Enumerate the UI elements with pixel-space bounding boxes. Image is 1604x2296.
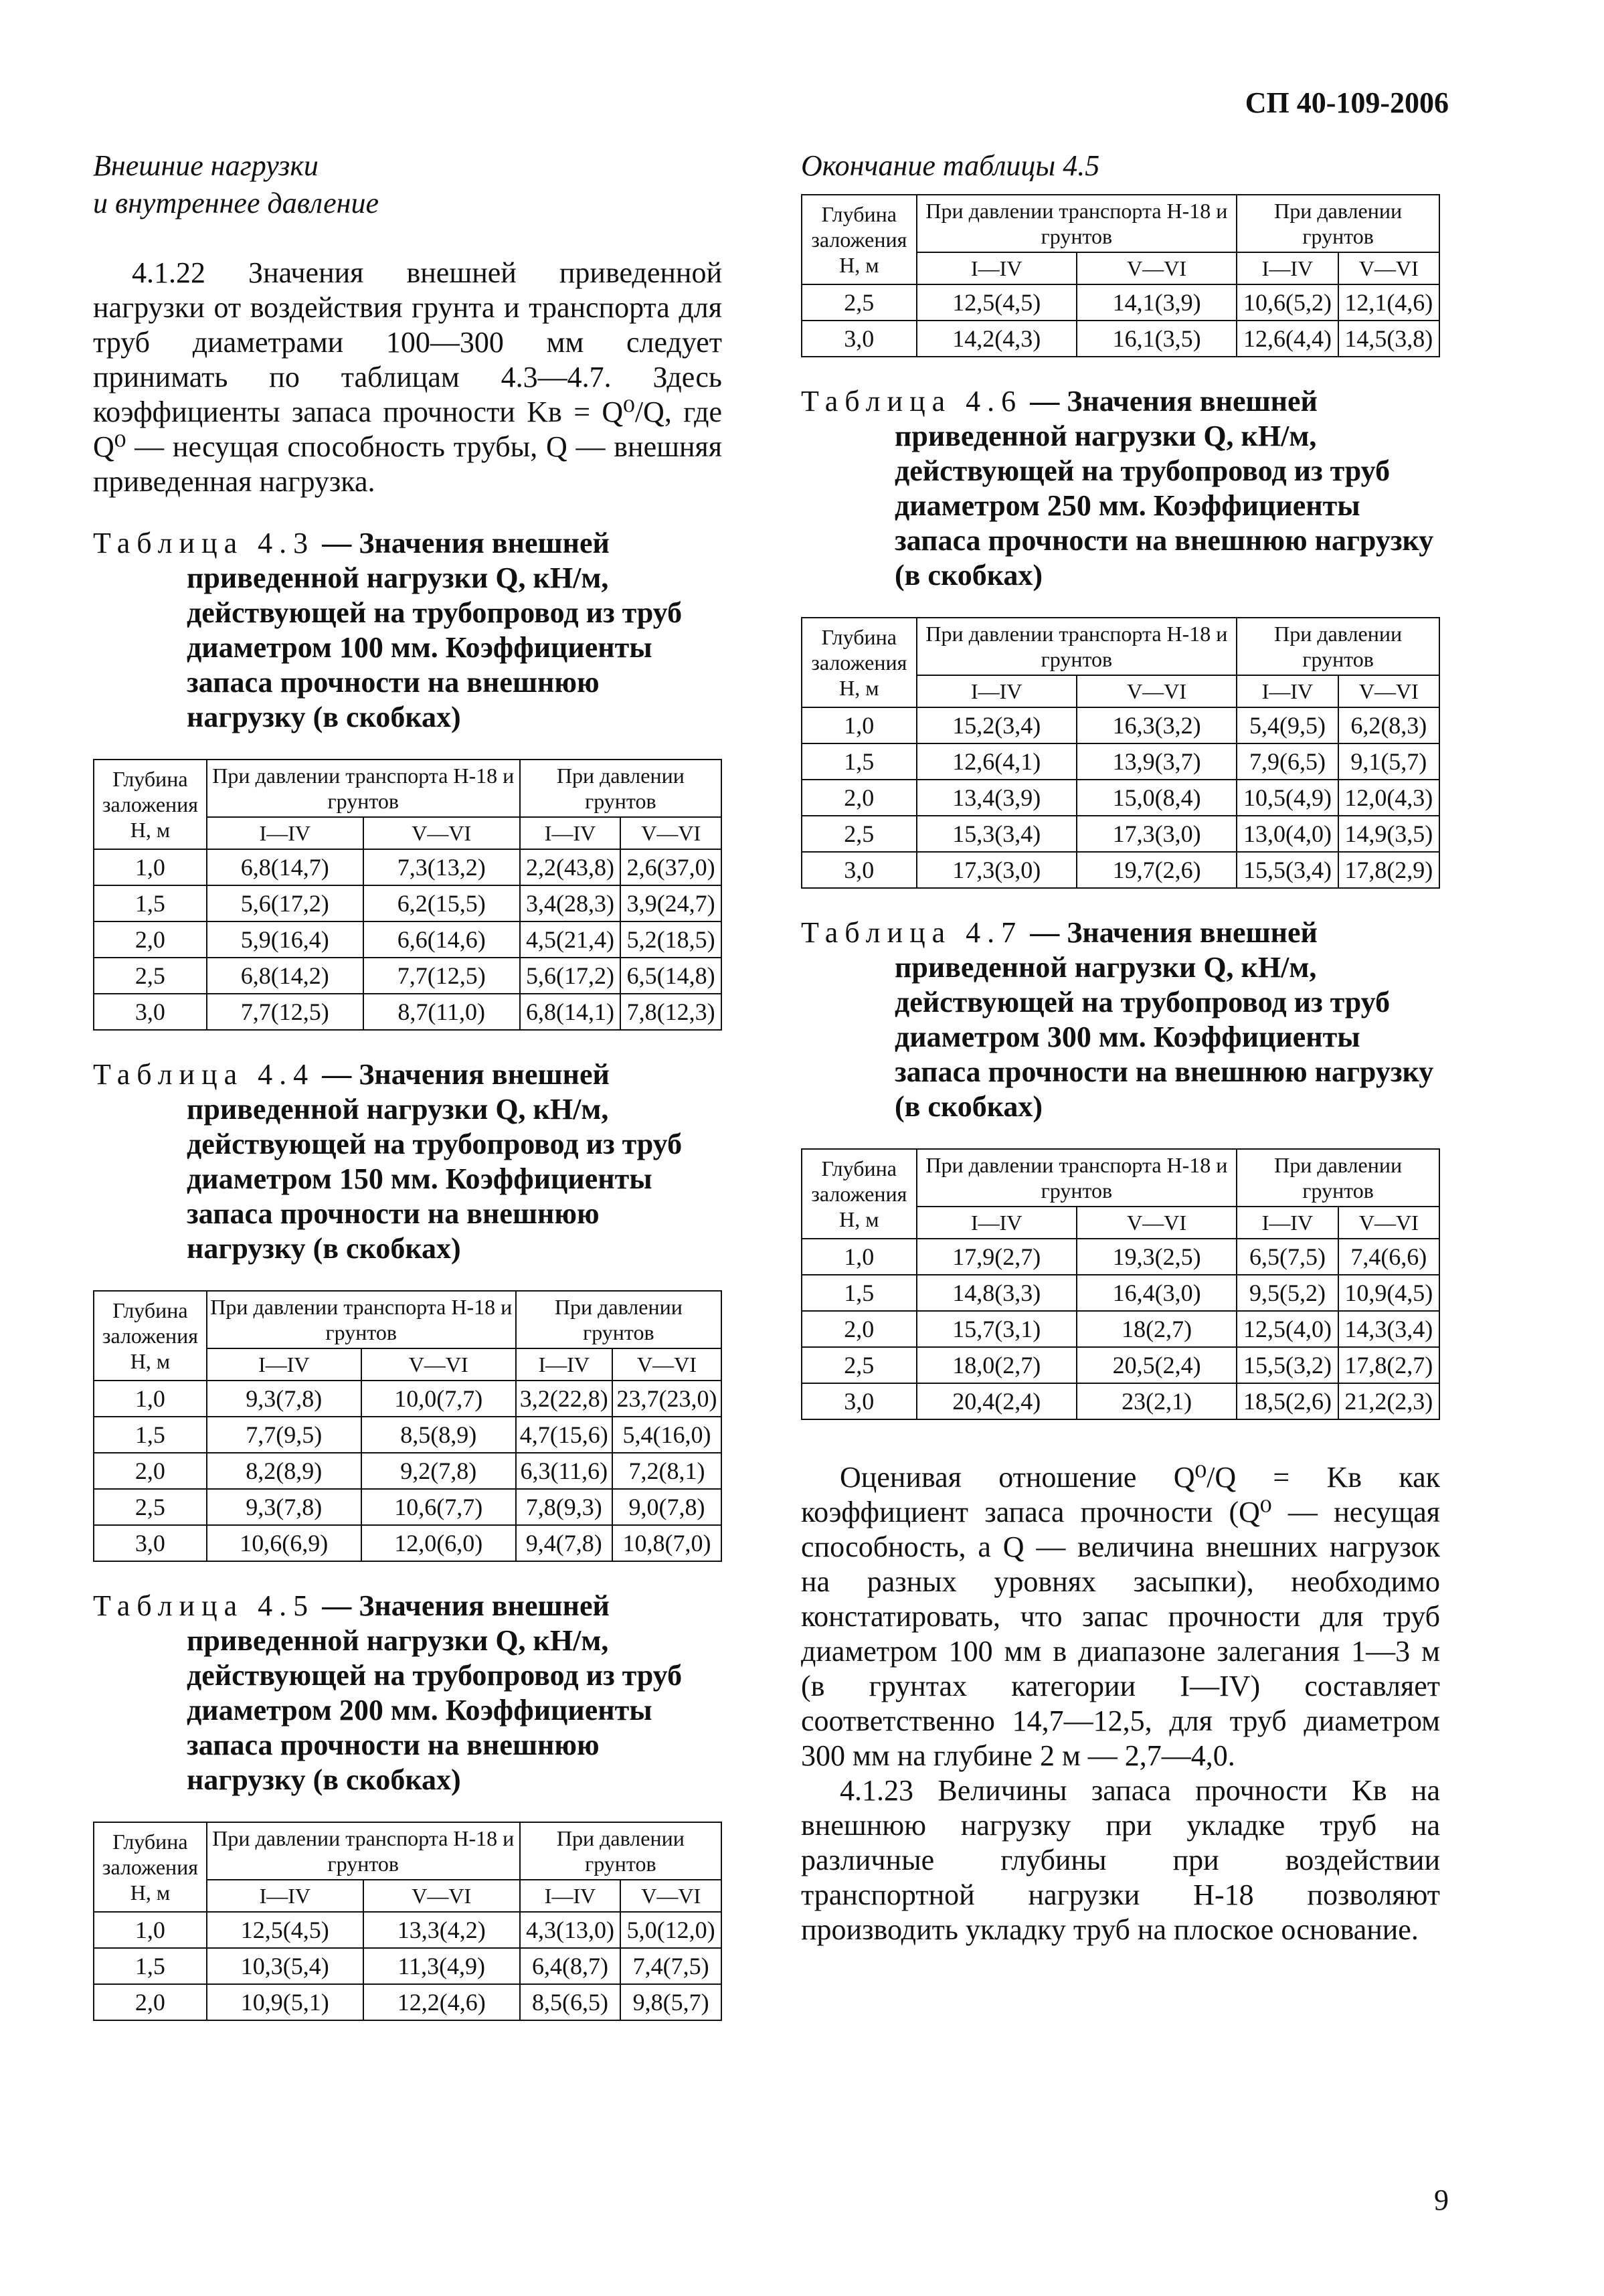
- value-cell: 9,5(5,2): [1237, 1275, 1338, 1311]
- value-cell: 4,5(21,4): [520, 921, 621, 958]
- depth-cell: 3,0: [802, 852, 917, 888]
- value-cell: 15,5(3,4): [1237, 852, 1338, 888]
- header-depth: Глубина заложения H, м: [94, 760, 207, 849]
- value-cell: 6,3(11,6): [516, 1453, 612, 1489]
- value-cell: 5,4(9,5): [1237, 707, 1338, 743]
- data-table: [801, 194, 1440, 357]
- value-cell: 9,8(5,7): [620, 1984, 721, 2020]
- value-cell: 8,2(8,9): [207, 1453, 361, 1489]
- table-caption: [93, 1057, 722, 1266]
- table-row: [94, 1912, 721, 1948]
- table-row: [802, 852, 1439, 888]
- value-cell: 2,2(43,8): [520, 849, 621, 885]
- value-cell: 7,7(12,5): [363, 958, 520, 994]
- table-caption-label: Таблица 4.4: [93, 1058, 315, 1091]
- table-caption-text: — Значения внешней приведенной нагрузки Q, кН/м, действующей на трубопровод из труб диаметром 200 мм. Коэффициенты запаса прочности на внешнюю нагрузку (в скобках): [187, 1589, 683, 1796]
- table-row: [802, 1347, 1439, 1383]
- value-cell: 8,7(11,0): [363, 994, 520, 1030]
- value-cell: 5,4(16,0): [612, 1417, 721, 1453]
- header-soil: При давлении грунтов: [1237, 195, 1439, 252]
- value-cell: 13,9(3,7): [1077, 743, 1237, 780]
- data-table: [93, 1822, 722, 2021]
- depth-cell: 2,0: [94, 1453, 207, 1489]
- header-transport: При давлении транспорта Н-18 и грунтов: [917, 618, 1237, 675]
- table-block: [93, 1057, 722, 1562]
- value-cell: 12,6(4,1): [917, 743, 1077, 780]
- paragraph-estimate: Оценивая отношение Q⁰/Q = Kв как коэффициент запаса прочности (Q⁰ — несущая способность, а Q — величина внешних нагрузок на разных уровнях засыпки), необходимо констатировать, что запас прочности для труб диаметром 100 мм в диапазоне залегания 1—3 м (в грунтах категории I—IV) составляет соответственно 14,7—12,5, для труб диаметром 300 мм на глубине 2 м — 2,7—4,0.: [801, 1461, 1440, 1772]
- depth-cell: 1,5: [94, 1417, 207, 1453]
- value-cell: 10,8(7,0): [612, 1525, 721, 1561]
- value-cell: 20,4(2,4): [917, 1383, 1077, 1419]
- value-cell: 3,4(28,3): [520, 885, 621, 921]
- table-block: [93, 526, 722, 1031]
- header-cat-1: I—IV: [917, 675, 1077, 707]
- value-cell: 7,8(12,3): [620, 994, 721, 1030]
- value-cell: 12,6(4,4): [1237, 321, 1338, 357]
- value-cell: 16,1(3,5): [1077, 321, 1237, 357]
- header-transport: При давлении транспорта Н-18 и грунтов: [917, 1149, 1237, 1207]
- value-cell: 9,0(7,8): [612, 1489, 721, 1525]
- header-soil: При давлении грунтов: [516, 1291, 721, 1348]
- value-cell: 4,7(15,6): [516, 1417, 612, 1453]
- value-cell: 15,0(8,4): [1077, 780, 1237, 816]
- depth-cell: 2,0: [802, 1311, 917, 1347]
- depth-cell: 1,0: [94, 1912, 207, 1948]
- table-row: [94, 1984, 721, 2020]
- value-cell: 17,3(3,0): [1077, 816, 1237, 852]
- table-row: [802, 321, 1439, 357]
- header-cat-2: V—VI: [1077, 252, 1237, 284]
- table-row: [94, 885, 721, 921]
- data-table: [93, 759, 722, 1031]
- table-caption: [93, 1589, 722, 1797]
- header-cat-2: V—VI: [1077, 1207, 1237, 1239]
- value-cell: 7,8(9,3): [516, 1489, 612, 1525]
- depth-cell: 1,5: [94, 1948, 207, 1984]
- table-caption: [801, 915, 1440, 1124]
- depth-cell: 1,0: [94, 849, 207, 885]
- table-caption-text: — Значения внешней приведенной нагрузки Q, кН/м, действующей на трубопровод из труб диаметром 250 мм. Коэффициенты запаса прочности на внешнюю нагрузку (в скобках): [895, 385, 1434, 592]
- value-cell: 10,3(5,4): [207, 1948, 363, 1984]
- depth-cell: 2,5: [94, 958, 207, 994]
- table-row: [94, 1948, 721, 1984]
- value-cell: 14,5(3,8): [1338, 321, 1439, 357]
- header-cat-1: I—IV: [520, 1880, 621, 1912]
- value-cell: 12,0(4,3): [1338, 780, 1439, 816]
- table-row: [802, 743, 1439, 780]
- value-cell: 7,7(9,5): [207, 1417, 361, 1453]
- table-caption-label: Таблица 4.5: [93, 1589, 315, 1622]
- value-cell: 17,8(2,9): [1338, 852, 1439, 888]
- value-cell: 6,8(14,1): [520, 994, 621, 1030]
- value-cell: 19,3(2,5): [1077, 1239, 1237, 1275]
- value-cell: 16,4(3,0): [1077, 1275, 1237, 1311]
- depth-cell: 2,5: [94, 1489, 207, 1525]
- value-cell: 10,9(4,5): [1338, 1275, 1439, 1311]
- header-cat-2: V—VI: [620, 1880, 721, 1912]
- depth-cell: 1,0: [802, 707, 917, 743]
- value-cell: 13,4(3,9): [917, 780, 1077, 816]
- value-cell: 12,1(4,6): [1338, 284, 1439, 321]
- value-cell: 7,7(12,5): [207, 994, 363, 1030]
- depth-cell: 1,5: [94, 885, 207, 921]
- value-cell: 3,9(24,7): [620, 885, 721, 921]
- value-cell: 6,8(14,2): [207, 958, 363, 994]
- table-caption: [801, 384, 1440, 593]
- table-caption-text: — Значения внешней приведенной нагрузки Q, кН/м, действующей на трубопровод из труб диаметром 300 мм. Коэффициенты запаса прочности на внешнюю нагрузку (в скобках): [895, 916, 1434, 1123]
- value-cell: 9,3(7,8): [207, 1489, 361, 1525]
- table-row: [802, 780, 1439, 816]
- header-depth: Глубина заложения H, м: [94, 1822, 207, 1912]
- value-cell: 12,0(6,0): [361, 1525, 516, 1561]
- header-cat-2: V—VI: [1338, 675, 1439, 707]
- document-code: СП 40-109-2006: [1245, 86, 1449, 119]
- table-row: [802, 816, 1439, 852]
- value-cell: 13,0(4,0): [1237, 816, 1338, 852]
- value-cell: 12,5(4,5): [207, 1912, 363, 1948]
- table-caption: [93, 526, 722, 735]
- depth-cell: 1,0: [802, 1239, 917, 1275]
- value-cell: 6,5(14,8): [620, 958, 721, 994]
- value-cell: 6,2(15,5): [363, 885, 520, 921]
- header-row: [802, 618, 1439, 675]
- header-depth: Глубина заложения H, м: [802, 195, 917, 284]
- value-cell: 11,3(4,9): [363, 1948, 520, 1984]
- value-cell: 21,2(2,3): [1338, 1383, 1439, 1419]
- header-cat-2: V—VI: [620, 817, 721, 849]
- header-cat-2: V—VI: [361, 1348, 516, 1381]
- value-cell: 4,3(13,0): [520, 1912, 621, 1948]
- value-cell: 9,1(5,7): [1338, 743, 1439, 780]
- depth-cell: 2,5: [802, 816, 917, 852]
- table-caption-label: Таблица 4.6: [801, 385, 1023, 418]
- value-cell: 7,2(8,1): [612, 1453, 721, 1489]
- depth-cell: 2,5: [802, 284, 917, 321]
- value-cell: 5,6(17,2): [520, 958, 621, 994]
- header-cat-1: I—IV: [207, 817, 363, 849]
- value-cell: 17,8(2,7): [1338, 1347, 1439, 1383]
- value-cell: 5,0(12,0): [620, 1912, 721, 1948]
- value-cell: 9,4(7,8): [516, 1525, 612, 1561]
- header-row: [94, 1822, 721, 1880]
- table-block: [93, 1589, 722, 2021]
- value-cell: 14,2(4,3): [917, 321, 1077, 357]
- value-cell: 15,7(3,1): [917, 1311, 1077, 1347]
- table-caption-label: Таблица 4.7: [801, 916, 1023, 949]
- data-table: [801, 1148, 1440, 1420]
- table-row: [94, 1453, 721, 1489]
- header-cat-2: V—VI: [1077, 675, 1237, 707]
- table-caption-text: — Значения внешней приведенной нагрузки Q, кН/м, действующей на трубопровод из труб диаметром 100 мм. Коэффициенты запаса прочности на внешнюю нагрузку (в скобках): [187, 527, 683, 733]
- value-cell: 6,4(8,7): [520, 1948, 621, 1984]
- depth-cell: 1,0: [94, 1381, 207, 1417]
- depth-cell: 1,5: [802, 1275, 917, 1311]
- value-cell: 15,2(3,4): [917, 707, 1077, 743]
- table-row: [94, 958, 721, 994]
- value-cell: 13,3(4,2): [363, 1912, 520, 1948]
- header-cat-1: I—IV: [207, 1348, 361, 1381]
- depth-cell: 2,0: [94, 1984, 207, 2020]
- depth-cell: 1,5: [802, 743, 917, 780]
- header-cat-1: I—IV: [917, 1207, 1077, 1239]
- data-table: [801, 617, 1440, 889]
- header-cat-2: V—VI: [363, 817, 520, 849]
- header-depth: Глубина заложения H, м: [94, 1291, 207, 1381]
- data-table: [93, 1290, 722, 1562]
- header-depth: Глубина заложения H, м: [802, 618, 917, 707]
- value-cell: 9,3(7,8): [207, 1381, 361, 1417]
- table-continuation-title: Окончание таблицы 4.5: [801, 149, 1100, 182]
- paragraph-4-1-23: 4.1.23 Величины запаса прочности Kв на внешнюю нагрузку при укладке труб на различные глубины при воздействии транспортной нагрузки Н-18 позволяют производить укладку труб на плоское основание.: [801, 1774, 1440, 1946]
- value-cell: 15,3(3,4): [917, 816, 1077, 852]
- depth-cell: 3,0: [802, 1383, 917, 1419]
- table-row: [802, 707, 1439, 743]
- value-cell: 10,6(5,2): [1237, 284, 1338, 321]
- value-cell: 5,9(16,4): [207, 921, 363, 958]
- paragraph-4-1-22: 4.1.22 Значения внешней приведенной нагрузки от воздействия грунта и транспорта для труб диаметрами 100—300 мм следует принимать по таблицам 4.3—4.7. Здесь коэффициенты запаса прочности Kв = Q⁰/Q, где Q⁰ — несущая способность трубы, Q — внешняя приведенная нагрузка.: [93, 256, 722, 498]
- section-title-line-2: и внутреннее давление: [93, 187, 379, 219]
- header-cat-1: I—IV: [1237, 252, 1338, 284]
- value-cell: 7,4(7,5): [620, 1948, 721, 1984]
- value-cell: 5,2(18,5): [620, 921, 721, 958]
- value-cell: 23(2,1): [1077, 1383, 1237, 1419]
- value-cell: 10,6(6,9): [207, 1525, 361, 1561]
- header-cat-2: V—VI: [1338, 252, 1439, 284]
- header-cat-2: V—VI: [612, 1348, 721, 1381]
- value-cell: 2,6(37,0): [620, 849, 721, 885]
- right-column: [801, 147, 1440, 1947]
- table-row: [802, 1275, 1439, 1311]
- value-cell: 3,2(22,8): [516, 1381, 612, 1417]
- header-row: [802, 1149, 1439, 1207]
- value-cell: 14,9(3,5): [1338, 816, 1439, 852]
- table-row: [802, 1239, 1439, 1275]
- header-cat-1: I—IV: [917, 252, 1077, 284]
- table-row: [802, 1311, 1439, 1347]
- value-cell: 19,7(2,6): [1077, 852, 1237, 888]
- table-row: [94, 1417, 721, 1453]
- value-cell: 9,2(7,8): [361, 1453, 516, 1489]
- value-cell: 6,5(7,5): [1237, 1239, 1338, 1275]
- value-cell: 15,5(3,2): [1237, 1347, 1338, 1383]
- value-cell: 17,9(2,7): [917, 1239, 1077, 1275]
- value-cell: 12,2(4,6): [363, 1984, 520, 2020]
- depth-cell: 3,0: [802, 321, 917, 357]
- value-cell: 6,8(14,7): [207, 849, 363, 885]
- header-transport: При давлении транспорта Н-18 и грунтов: [207, 1291, 516, 1348]
- header-cat-2: V—VI: [1338, 1207, 1439, 1239]
- table-row: [94, 1489, 721, 1525]
- table-row: [94, 1525, 721, 1561]
- table-row: [94, 994, 721, 1030]
- header-row: [94, 1291, 721, 1348]
- value-cell: 10,6(7,7): [361, 1489, 516, 1525]
- value-cell: 10,9(5,1): [207, 1984, 363, 2020]
- value-cell: 7,4(6,6): [1338, 1239, 1439, 1275]
- value-cell: 5,6(17,2): [207, 885, 363, 921]
- header-depth: Глубина заложения H, м: [802, 1149, 917, 1239]
- table-block: [801, 915, 1440, 1420]
- value-cell: 16,3(3,2): [1077, 707, 1237, 743]
- header-row: [94, 760, 721, 817]
- table-row: [94, 921, 721, 958]
- table-caption-label: Таблица 4.3: [93, 527, 315, 559]
- header-soil: При давлении грунтов: [1237, 618, 1439, 675]
- header-cat-2: V—VI: [363, 1880, 520, 1912]
- header-soil: При давлении грунтов: [1237, 1149, 1439, 1207]
- header-cat-1: I—IV: [1237, 675, 1338, 707]
- left-column: [93, 147, 722, 2021]
- value-cell: 6,6(14,6): [363, 921, 520, 958]
- value-cell: 14,8(3,3): [917, 1275, 1077, 1311]
- value-cell: 8,5(6,5): [520, 1984, 621, 2020]
- value-cell: 20,5(2,4): [1077, 1347, 1237, 1383]
- header-cat-1: I—IV: [520, 817, 621, 849]
- depth-cell: 2,0: [94, 921, 207, 958]
- value-cell: 23,7(23,0): [612, 1381, 721, 1417]
- table-block: [801, 384, 1440, 889]
- table-row: [94, 1381, 721, 1417]
- table-row: [802, 1383, 1439, 1419]
- header-row: [802, 195, 1439, 252]
- value-cell: 12,5(4,0): [1237, 1311, 1338, 1347]
- depth-cell: 2,0: [802, 780, 917, 816]
- table-caption-text: — Значения внешней приведенной нагрузки Q, кН/м, действующей на трубопровод из труб диаметром 150 мм. Коэффициенты запаса прочности на внешнюю нагрузку (в скобках): [187, 1058, 683, 1265]
- value-cell: 18(2,7): [1077, 1311, 1237, 1347]
- value-cell: 10,0(7,7): [361, 1381, 516, 1417]
- value-cell: 18,0(2,7): [917, 1347, 1077, 1383]
- depth-cell: 3,0: [94, 1525, 207, 1561]
- header-cat-1: I—IV: [516, 1348, 612, 1381]
- header-transport: При давлении транспорта Н-18 и грунтов: [917, 195, 1237, 252]
- header-cat-1: I—IV: [207, 1880, 363, 1912]
- value-cell: 6,2(8,3): [1338, 707, 1439, 743]
- header-soil: При давлении грунтов: [520, 760, 721, 817]
- header-transport: При давлении транспорта Н-18 и грунтов: [207, 760, 520, 817]
- value-cell: 14,3(3,4): [1338, 1311, 1439, 1347]
- table-row: [94, 849, 721, 885]
- header-transport: При давлении транспорта Н-18 и грунтов: [207, 1822, 520, 1880]
- table-block: [801, 194, 1440, 357]
- header-cat-1: I—IV: [1237, 1207, 1338, 1239]
- page-number: 9: [1434, 2184, 1449, 2216]
- value-cell: 7,3(13,2): [363, 849, 520, 885]
- value-cell: 8,5(8,9): [361, 1417, 516, 1453]
- value-cell: 7,9(6,5): [1237, 743, 1338, 780]
- value-cell: 18,5(2,6): [1237, 1383, 1338, 1419]
- section-title: [93, 147, 722, 222]
- value-cell: 12,5(4,5): [917, 284, 1077, 321]
- header-soil: При давлении грунтов: [520, 1822, 721, 1880]
- section-title-line-1: Внешние нагрузки: [93, 149, 319, 182]
- value-cell: 10,5(4,9): [1237, 780, 1338, 816]
- depth-cell: 2,5: [802, 1347, 917, 1383]
- table-row: [802, 284, 1439, 321]
- depth-cell: 3,0: [94, 994, 207, 1030]
- value-cell: 17,3(3,0): [917, 852, 1077, 888]
- value-cell: 14,1(3,9): [1077, 284, 1237, 321]
